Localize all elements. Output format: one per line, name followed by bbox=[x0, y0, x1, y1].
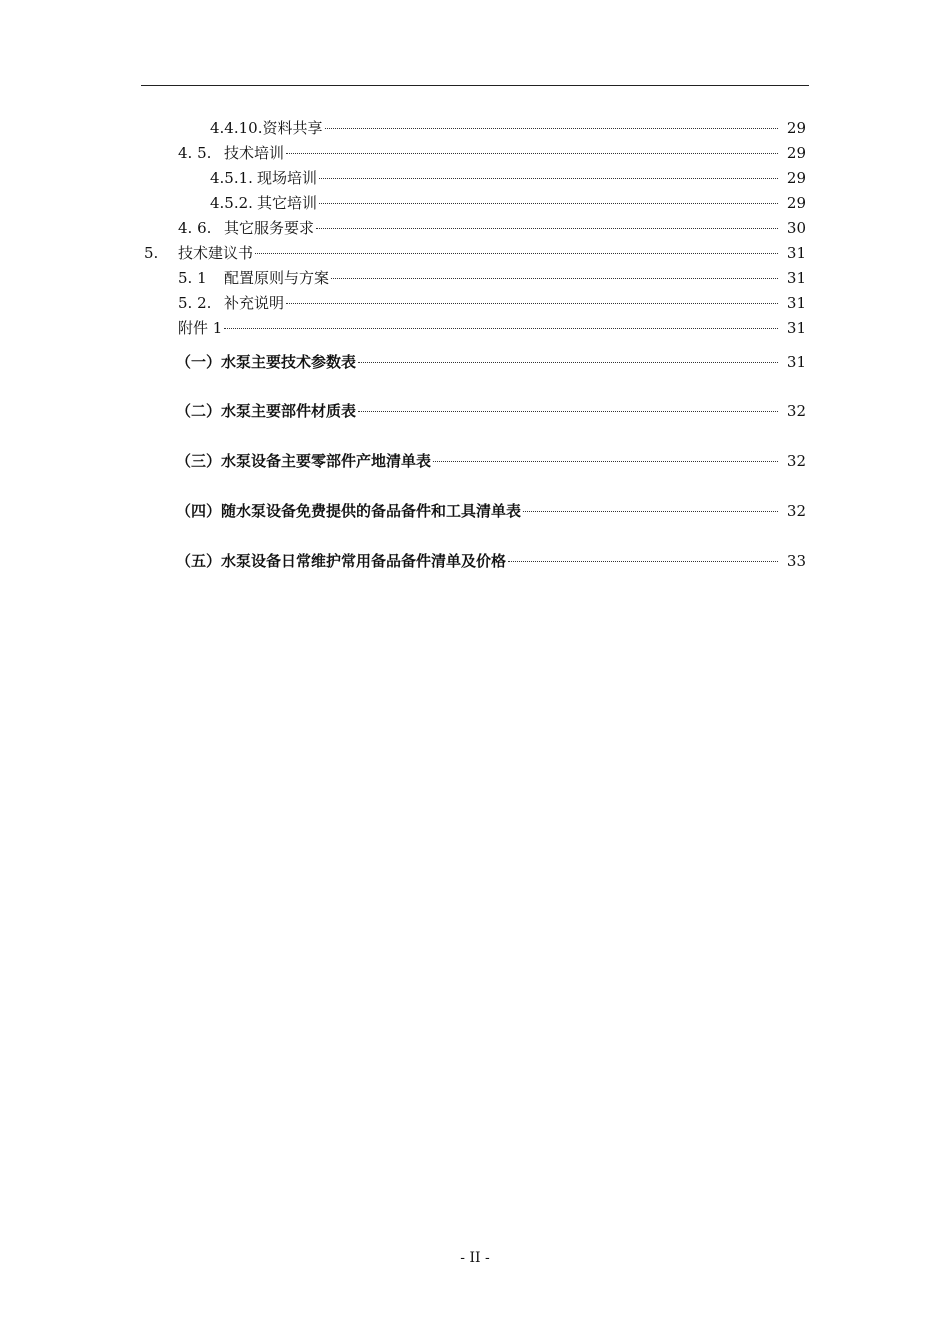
toc-entry-title: （三）水泵设备主要零部件产地清单表 bbox=[176, 452, 432, 470]
toc-entry-number: 4.5.2. bbox=[210, 194, 253, 212]
toc-entry-page: 32 bbox=[786, 402, 806, 420]
toc-entry-4-5-1[interactable] bbox=[210, 168, 806, 188]
toc-leader-dots bbox=[319, 178, 778, 179]
page-number-footer: - II - bbox=[460, 1250, 490, 1266]
toc-entry-page: 31 bbox=[786, 319, 806, 337]
toc-entry-5[interactable] bbox=[144, 243, 806, 263]
toc-entry-page: 32 bbox=[786, 452, 806, 470]
toc-leader-dots bbox=[433, 461, 778, 462]
toc-entry-title: 技术培训 bbox=[224, 144, 285, 162]
toc-entry-number: 5. 1 bbox=[178, 269, 207, 287]
toc-entry-page: 29 bbox=[786, 119, 806, 137]
toc-leader-dots bbox=[255, 253, 778, 254]
toc-entry-title: 其它服务要求 bbox=[224, 219, 315, 237]
toc-leader-dots bbox=[523, 511, 778, 512]
toc-entry-number: 4.4.10. bbox=[210, 119, 263, 137]
toc-leader-dots bbox=[358, 362, 778, 363]
toc-leader-dots bbox=[319, 203, 778, 204]
toc-entry-page: 29 bbox=[786, 194, 806, 212]
toc-entry-title: 资料共享 bbox=[262, 119, 323, 137]
toc-entry-appendix-item-3[interactable] bbox=[176, 451, 806, 471]
toc-entry-appendix-item-1[interactable] bbox=[176, 352, 806, 372]
toc-entry-page: 31 bbox=[786, 244, 806, 262]
toc-leader-dots bbox=[286, 303, 778, 304]
toc-entry-page: 33 bbox=[786, 552, 806, 570]
toc-leader-dots bbox=[316, 228, 778, 229]
toc-entry-page: 31 bbox=[786, 353, 806, 371]
toc-entry-number: 4. 6. bbox=[178, 219, 212, 237]
toc-entry-title: （二）水泵主要部件材质表 bbox=[176, 402, 357, 420]
toc-entry-title: （一）水泵主要技术参数表 bbox=[176, 353, 357, 371]
toc-entry-title: 技术建议书 bbox=[178, 244, 254, 262]
toc-entry-5-1[interactable] bbox=[178, 268, 806, 288]
toc-entry-title: （四）随水泵设备免费提供的备品备件和工具清单表 bbox=[176, 502, 522, 520]
toc-entry-title: 附件 1 bbox=[178, 319, 223, 337]
toc-entry-4-5-2[interactable] bbox=[210, 193, 806, 213]
toc-entry-title: 现场培训 bbox=[257, 169, 318, 187]
toc-entry-page: 30 bbox=[786, 219, 806, 237]
header-rule bbox=[141, 85, 809, 86]
toc-leader-dots bbox=[358, 411, 778, 412]
toc-entry-4-6[interactable] bbox=[178, 218, 806, 238]
toc-entry-appendix-item-4[interactable] bbox=[176, 501, 806, 521]
toc-entry-number: 4. 5. bbox=[178, 144, 212, 162]
toc-entry-appendix-1[interactable] bbox=[178, 318, 806, 338]
toc-entry-title: 补充说明 bbox=[224, 294, 285, 312]
toc-entry-page: 32 bbox=[786, 502, 806, 520]
toc-entry-appendix-item-2[interactable] bbox=[176, 401, 806, 421]
toc-leader-dots bbox=[508, 561, 778, 562]
toc-entry-page: 29 bbox=[786, 144, 806, 162]
toc-leader-dots bbox=[331, 278, 778, 279]
toc-entry-number: 4.5.1. bbox=[210, 169, 253, 187]
toc-entry-title: 其它培训 bbox=[257, 194, 318, 212]
toc-entry-page: 31 bbox=[786, 269, 806, 287]
toc-leader-dots bbox=[224, 328, 778, 329]
toc-entry-page: 31 bbox=[786, 294, 806, 312]
toc-entry-4-4-10[interactable] bbox=[210, 118, 806, 138]
toc-leader-dots bbox=[325, 128, 779, 129]
toc-entry-5-2[interactable] bbox=[178, 293, 806, 313]
toc-entry-page: 29 bbox=[786, 169, 806, 187]
toc-entry-number: 5. bbox=[144, 244, 159, 262]
toc-entry-number: 5. 2. bbox=[178, 294, 212, 312]
toc-entry-title: （五）水泵设备日常维护常用备品备件清单及价格 bbox=[176, 552, 507, 570]
toc-entry-appendix-item-5[interactable] bbox=[176, 551, 806, 571]
toc-entry-4-5[interactable] bbox=[178, 143, 806, 163]
toc-entry-title: 配置原则与方案 bbox=[224, 269, 330, 287]
toc-leader-dots bbox=[286, 153, 778, 154]
